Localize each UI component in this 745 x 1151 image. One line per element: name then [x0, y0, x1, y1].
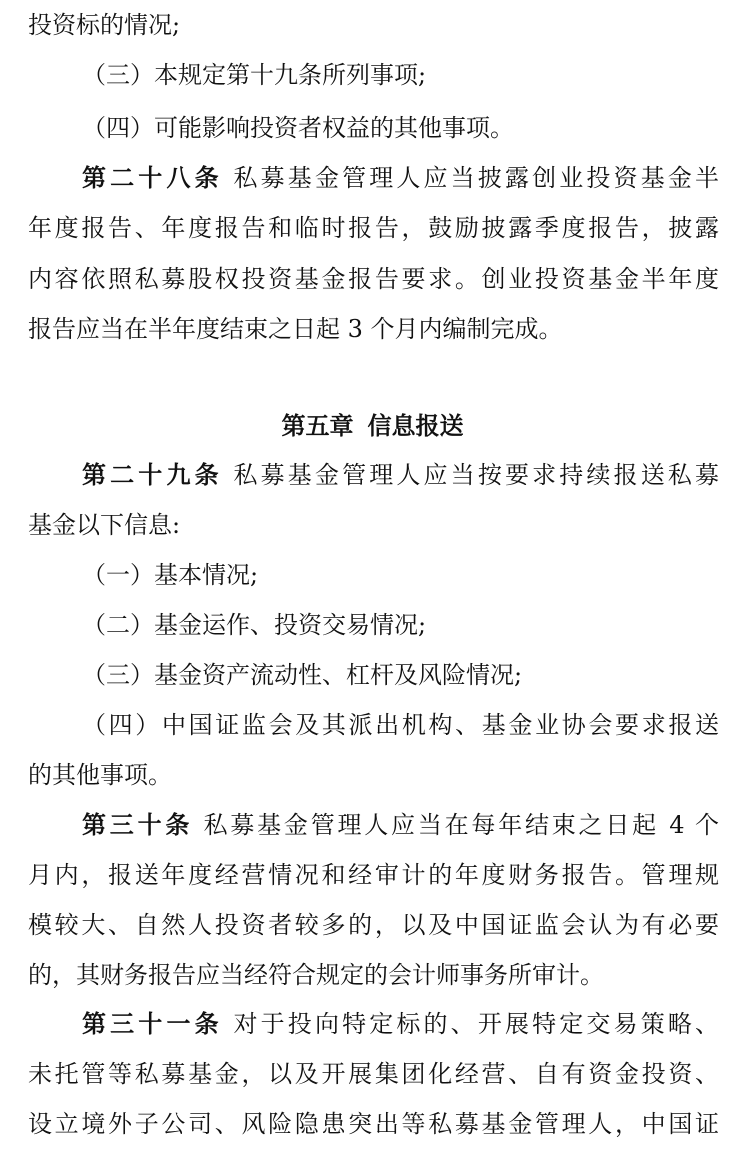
paragraph-line: 的其他事项。	[28, 761, 172, 789]
list-item: （一）基本情况;	[82, 561, 259, 589]
paragraph-line: 基金以下信息:	[28, 511, 181, 539]
list-item: （二）基金运作、投资交易情况;	[82, 611, 427, 639]
paragraph-line: 投资标的情况;	[28, 11, 181, 39]
paragraph-line: 模较大、自然人投资者较多的，以及中国证监会认为有必要	[28, 911, 719, 939]
list-item: （四）中国证监会及其派出机构、基金业协会要求报送	[82, 711, 719, 739]
article-31-first-line: 第三十一条 对于投向特定标的、开展特定交易策略、	[82, 1010, 719, 1038]
article-29-first-line: 第二十九条 私募基金管理人应当按要求持续报送私募	[82, 461, 719, 489]
article-31-heading: 第三十一条	[82, 1010, 223, 1038]
article-30-first-line: 第三十条 私募基金管理人应当在每年结束之日起 4 个	[82, 811, 719, 839]
article-28-heading: 第二十八条	[82, 164, 223, 192]
paragraph-line: 报告应当在半年度结束之日起 3 个月内编制完成。	[28, 315, 563, 343]
paragraph-line: 设立境外子公司、风险隐患突出等私募基金管理人，中国证	[28, 1110, 719, 1138]
article-30-heading: 第三十条	[82, 811, 194, 839]
paragraph-line: 月内，报送年度经营情况和经审计的年度财务报告。管理规	[28, 861, 719, 889]
list-item: （四）可能影响投资者权益的其他事项。	[82, 114, 514, 142]
paragraph-line: 年度报告、年度报告和临时报告，鼓励披露季度报告，披露	[28, 214, 719, 242]
paragraph-line: 的，其财务报告应当经符合规定的会计师事务所审计。	[28, 961, 604, 989]
chapter-number: 第五章	[281, 412, 354, 440]
chapter-heading	[0, 399, 745, 453]
paragraph-line: 内容依照私募股权投资基金报告要求。创业投资基金半年度	[28, 265, 719, 293]
article-29-heading: 第二十九条	[82, 461, 223, 489]
list-item: （三）基金资产流动性、杠杆及风险情况;	[82, 661, 523, 689]
article-28-first-line: 第二十八条 私募基金管理人应当披露创业投资基金半	[82, 164, 719, 192]
paragraph-line: 未托管等私募基金，以及开展集团化经营、自有资金投资、	[28, 1060, 719, 1088]
list-item: （三）本规定第十九条所列事项;	[82, 61, 427, 89]
chapter-title: 信息报送	[367, 412, 464, 440]
